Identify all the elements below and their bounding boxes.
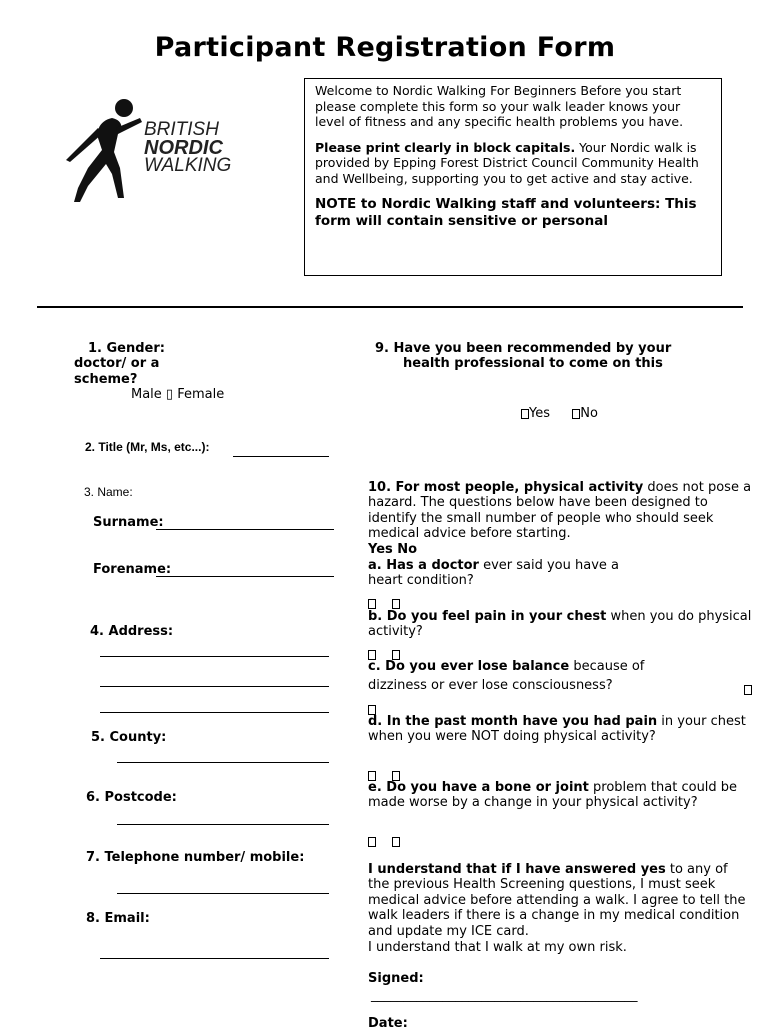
qd-no-checkbox[interactable] (392, 771, 400, 781)
q10-text: does not pose a hazard. The questions below have been designed to identify the small number of people who should seek medical advice before starting. (368, 480, 752, 542)
forename-label: Forename: (93, 562, 172, 577)
qc-yes-checkbox[interactable] (744, 685, 752, 695)
staff-note: NOTE to Nordic Walking staff and volunteers: This form will contain sensitive or personal (315, 196, 697, 229)
county-field[interactable] (117, 762, 329, 763)
q9-yes-checkbox[interactable] (521, 409, 529, 419)
county-label: 5. County: (91, 730, 167, 745)
qe-no-checkbox[interactable] (392, 837, 400, 847)
declaration-bold: I understand that if I have answered yes (368, 862, 666, 877)
qa-bold: a. Has a doctor (368, 558, 479, 573)
qa-no-checkbox[interactable] (392, 599, 400, 609)
risk-statement: I understand that I walk at my own risk. (368, 940, 627, 955)
signed-label: Signed: (368, 971, 424, 986)
telephone-label: 7. Telephone number/ mobile: (86, 850, 305, 865)
question-d (368, 714, 753, 745)
question-c (368, 659, 753, 674)
qe-bold: e. Do you have a bone or joint (368, 780, 589, 795)
name-label: 3. Name: (84, 485, 133, 499)
qc-bold: c. Do you ever lose balance (368, 659, 570, 674)
q10-intro (368, 480, 753, 542)
qb-text: when you do physical activity? (368, 609, 752, 640)
telephone-field[interactable] (117, 893, 329, 894)
instructions-paragraph (315, 140, 711, 187)
title-field[interactable] (233, 456, 329, 457)
instructions-bold: Please print clearly in block capitals. (315, 139, 576, 155)
nordic-walker-icon (62, 98, 152, 208)
gender-label: 1. Gender: (88, 341, 165, 356)
qb-bold: b. Do you feel pain in your chest (368, 609, 607, 624)
address-line-2[interactable] (100, 686, 329, 687)
page-title: Participant Registration Form (154, 32, 616, 63)
gender-overflow-text: doctor/ or a scheme? (74, 356, 160, 387)
q9-answers (521, 406, 598, 421)
divider (37, 306, 743, 308)
declaration-text: to any of the previous Health Screening questions, I must seek medical advice before attending a walk. I agree to tell the walk leaders if there is a change in my medical condition and update my ICE card. (368, 862, 746, 939)
qa-text: ever said you have a heart condition? (368, 558, 620, 589)
q9-line-2: health professional to come on this (403, 356, 663, 371)
gender-options[interactable]: Male ▯ Female (131, 387, 225, 402)
qd-text: in your chest when you were NOT doing physical activity? (368, 714, 746, 745)
q10-bold: 10. For most people, physical activity (368, 480, 644, 495)
qc-no-checkbox[interactable] (368, 705, 376, 715)
question-a (368, 558, 633, 589)
address-line-1[interactable] (100, 656, 329, 657)
signature-field[interactable]: _________________________________________ (371, 988, 638, 1003)
yes-no-header: Yes No (368, 542, 418, 557)
qe-text: problem that could be made worse by a change in your physical activity? (368, 780, 738, 811)
surname-label: Surname: (93, 515, 164, 530)
q9-yes-label: Yes (529, 406, 550, 421)
postcode-label: 6. Postcode: (86, 790, 177, 805)
logo-text-nordic: NORDIC (144, 137, 223, 159)
question-b (368, 609, 753, 640)
forename-field[interactable] (156, 576, 334, 577)
logo-text-british: BRITISH (144, 119, 219, 140)
declaration (368, 862, 753, 939)
intro-paragraph: Welcome to Nordic Walking For Beginners Before you start please complete this form so your walk leader knows your level of fitness and any specific health problems you have. (315, 83, 684, 129)
q9-no-label: No (580, 406, 598, 421)
intro-box (304, 78, 722, 276)
question-e (368, 780, 753, 811)
postcode-field[interactable] (117, 824, 329, 825)
surname-field[interactable] (156, 529, 334, 530)
email-field[interactable] (100, 958, 329, 959)
qc-yes-box (744, 679, 752, 698)
qc-text: because of (569, 659, 645, 674)
date-label: Date: (368, 1016, 408, 1031)
qb-yes-checkbox[interactable] (368, 650, 376, 660)
title-label: 2. Title (Mr, Ms, etc...): (85, 440, 210, 454)
british-nordic-walking-logo (62, 98, 272, 208)
qa-yes-checkbox[interactable] (368, 599, 376, 609)
qe-yes-checkbox[interactable] (368, 837, 376, 847)
qd-bold: d. In the past month have you had pain (368, 714, 658, 729)
instructions-text: Your Nordic walk is provided by Epping Forest District Council Community Health and Wellbeing, supporting you to get active and stay active. (315, 139, 699, 186)
qb-no-checkbox[interactable] (392, 650, 400, 660)
address-line-3[interactable] (100, 712, 329, 713)
qd-yes-checkbox[interactable] (368, 771, 376, 781)
qc-line-2: dizziness or ever lose consciousness? (368, 678, 613, 693)
email-label: 8. Email: (86, 911, 150, 926)
qe-boxes (368, 831, 400, 850)
q9-line-1: 9. Have you been recommended by your (375, 341, 672, 356)
logo-text-walking: WALKING (144, 155, 232, 176)
address-label: 4. Address: (90, 624, 174, 639)
